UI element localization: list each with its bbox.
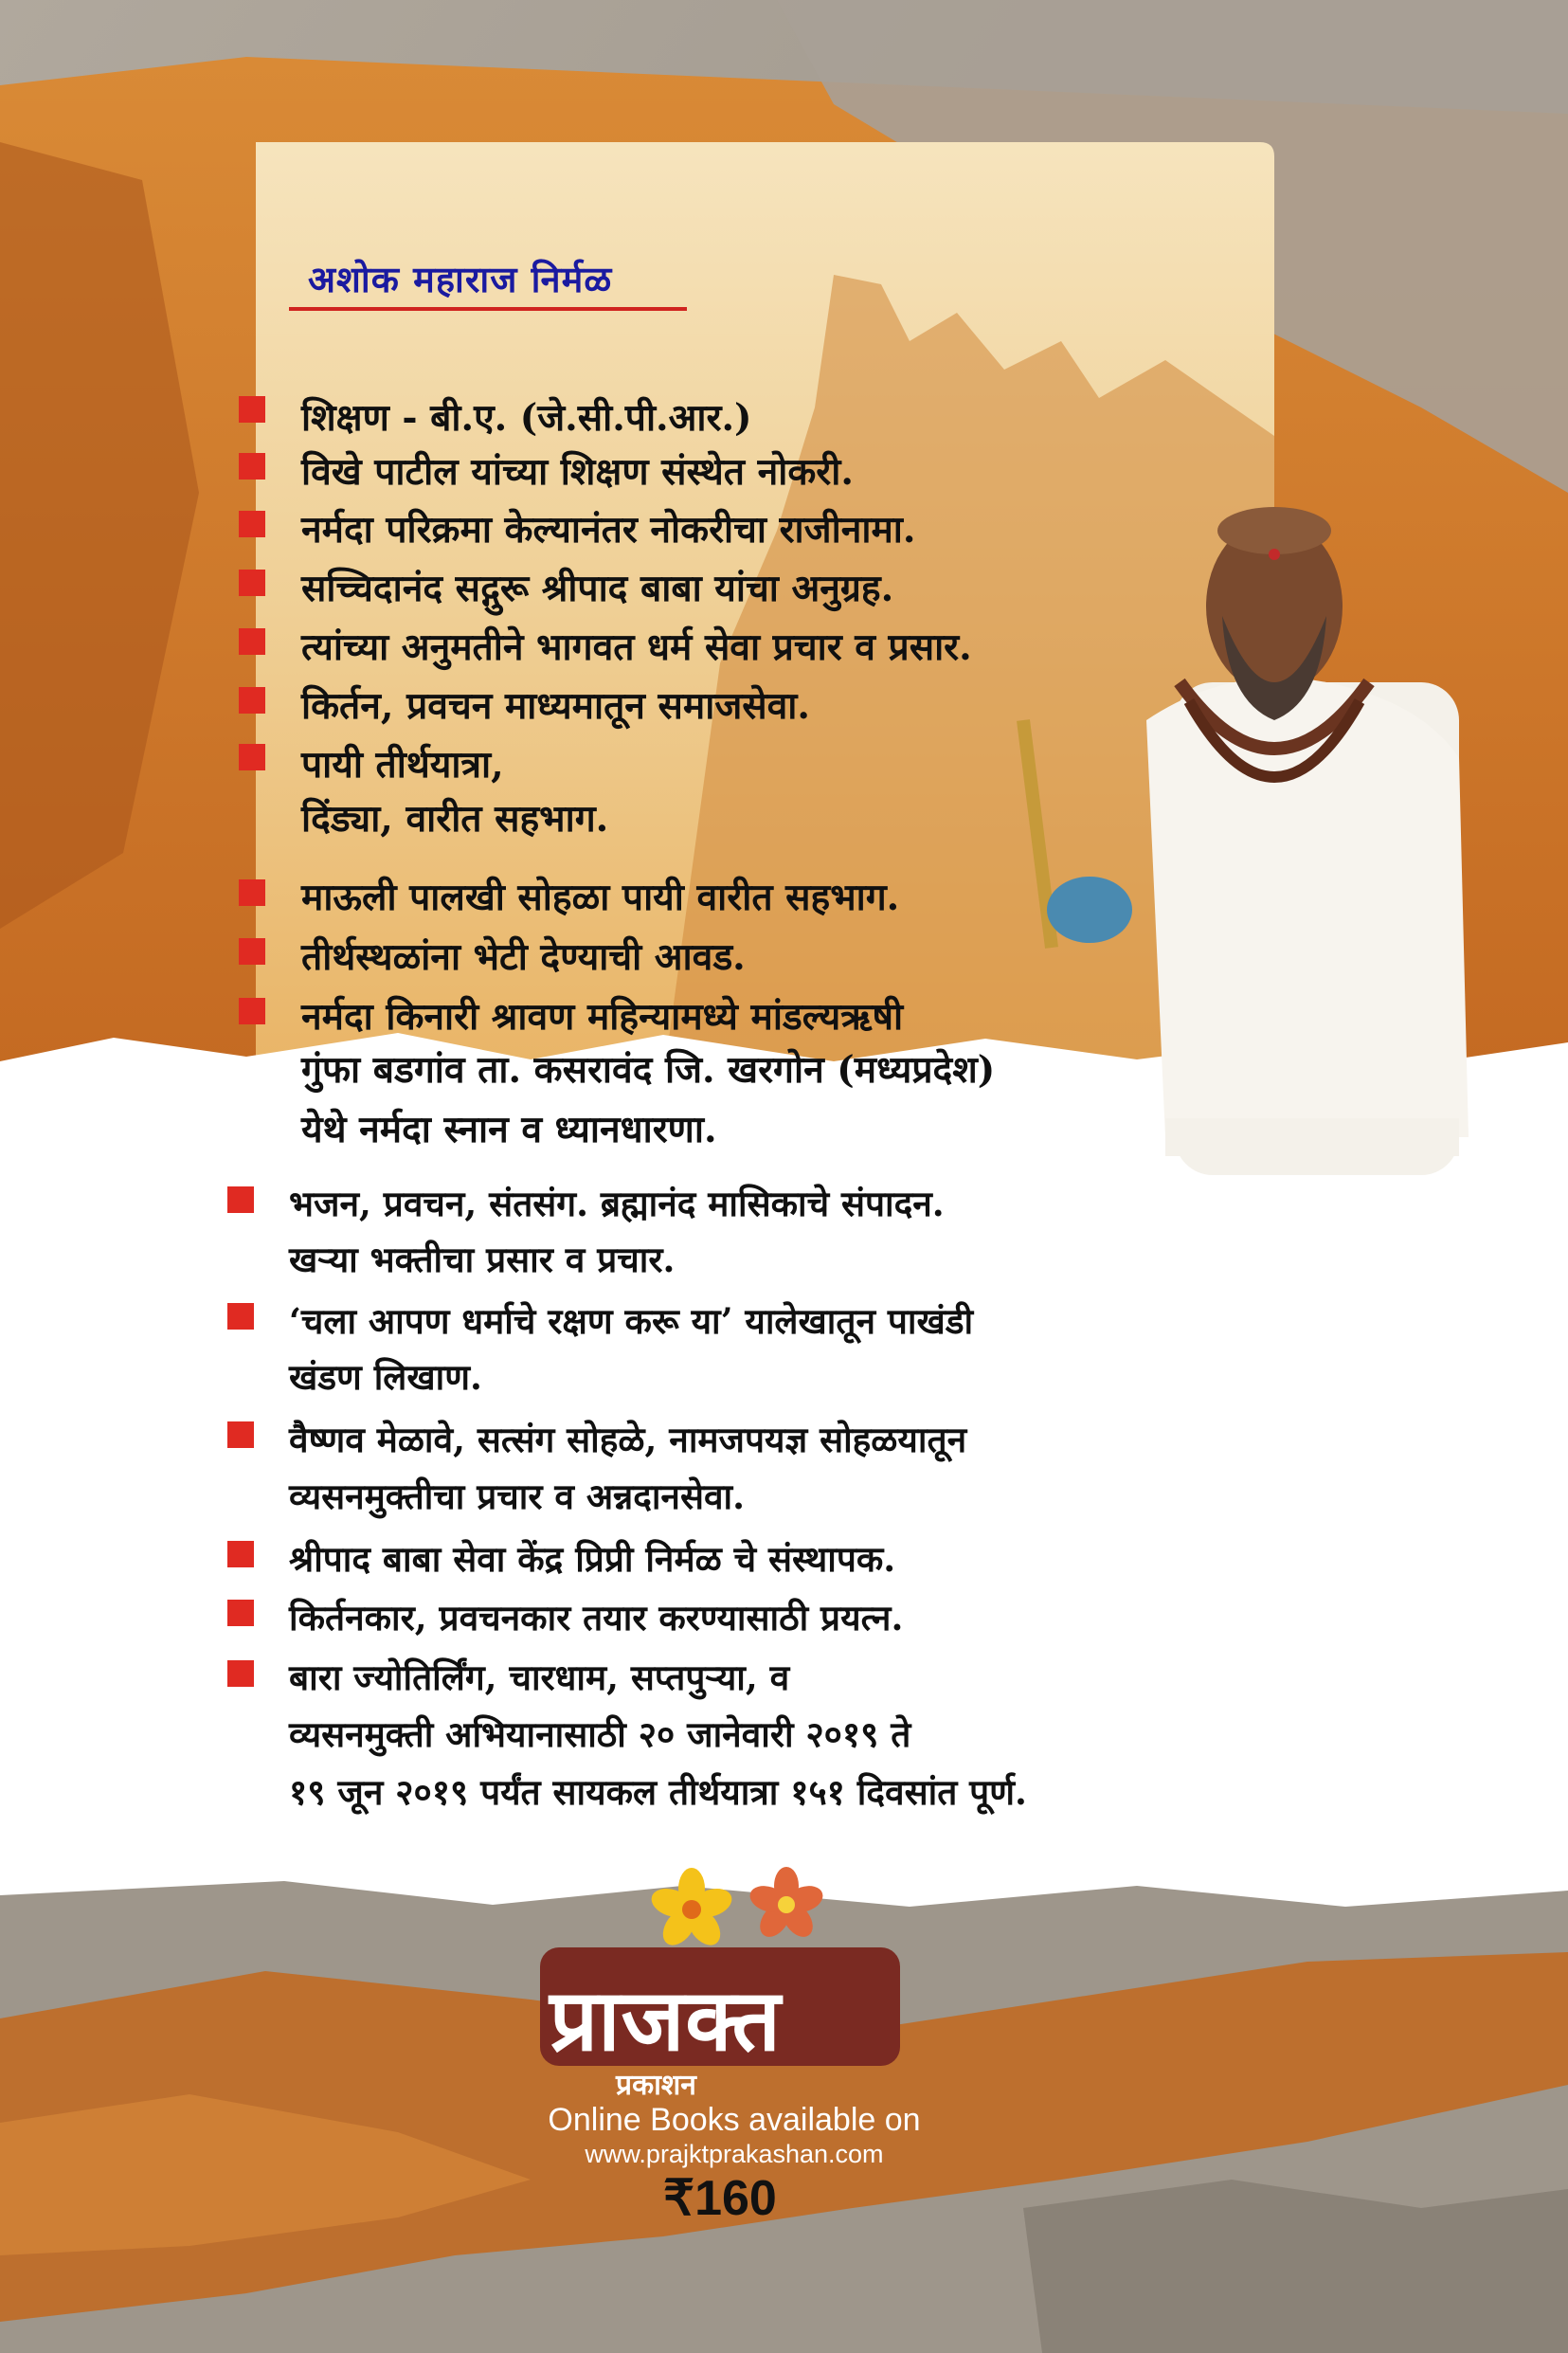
bullet-text-line: खऱ्या भक्तीचा प्रसार व प्रचार.: [289, 1239, 676, 1280]
bullet-square-icon: [239, 687, 265, 714]
bullet-square-icon: [239, 453, 265, 480]
bullet-text-line: किर्तनकार, प्रवचनकार तयार करण्यासाठी प्रयत्न.: [289, 1597, 904, 1638]
bullet-square-icon: [227, 1541, 254, 1567]
bullet-square-icon: [227, 1421, 254, 1448]
bullet-text-line: नर्मदा परिक्रमा केल्यानंतर नोकरीचा राजीनामा.: [301, 508, 916, 552]
bullet-square-icon: [239, 396, 265, 423]
bullet-square-icon: [227, 1660, 254, 1687]
bullet-text-line: व्यसनमुक्तीचा प्रचार व अन्नदानसेवा.: [289, 1475, 746, 1517]
bullet-text-line: बारा ज्योतिर्लिंग, चारधाम, सप्तपुऱ्या, व: [289, 1656, 790, 1698]
online-books-text: Online Books available on: [548, 2102, 921, 2138]
bullet-square-icon: [227, 1303, 254, 1330]
bullet-square-icon: [239, 570, 265, 596]
bullet-text-line: खंडण लिखाण.: [289, 1356, 482, 1398]
bullet-text-line: ‘चला आपण धर्माचे रक्षण करू या’ यालेखातून पाखंडी: [289, 1300, 974, 1342]
bullet-text-line: पायी तीर्थयात्रा,: [301, 743, 504, 787]
bullet-square-icon: [239, 998, 265, 1024]
publisher-subtitle: प्रकाशन: [616, 2069, 696, 2102]
bullet-text-line: व्यसनमुक्ती अभियानासाठी २० जानेवारी २०१९ ते: [289, 1713, 911, 1755]
bullet-square-icon: [239, 744, 265, 770]
bullet-text-line: सच्चिदानंद सद्गुरू श्रीपाद बाबा यांचा अनुग्रह.: [301, 567, 894, 610]
bullet-text-line: त्यांच्या अनुमतीने भागवत धर्म सेवा प्रचार व प्रसार.: [301, 625, 972, 669]
bullet-square-icon: [227, 1186, 254, 1213]
bullet-square-icon: [239, 938, 265, 965]
website-text: www.prajktprakashan.com: [585, 2140, 884, 2168]
bullet-square-icon: [239, 511, 265, 537]
bullet-text-line: किर्तन, प्रवचन माध्यमातून समाजसेवा.: [301, 684, 810, 728]
author-name: अशोक महाराज निर्मळ: [308, 258, 613, 300]
bullet-text-line: नर्मदा किनारी श्रावण महिन्यामध्ये मांडल्यऋषी: [301, 995, 904, 1039]
bullet-square-icon: [227, 1600, 254, 1626]
bullet-text-line: श्रीपाद बाबा सेवा केंद्र प्रिप्री निर्मळ चे संस्थापक.: [289, 1538, 896, 1580]
bullet-text-line: १९ जून २०१९ पर्यंत सायकल तीर्थयात्रा १५१ दिवसांत पूर्ण.: [289, 1771, 1027, 1813]
bullet-text-line: गुंफा बडगांव ता. कसरावंद जि. खरगोन (मध्यप्रदेश): [301, 1048, 996, 1092]
bullet-text-line: दिंड्या, वारीत सहभाग.: [301, 797, 609, 841]
bullet-text-line: माऊली पालखी सोहळा पायी वारीत सहभाग.: [301, 876, 900, 919]
bullet-text-line: विखे पाटील यांच्या शिक्षण संस्थेत नोकरी.: [301, 450, 854, 494]
bullet-square-icon: [239, 879, 265, 906]
bullet-text-line: भजन, प्रवचन, संतसंग. ब्रह्मानंद मासिकाचे संपादन.: [289, 1183, 945, 1224]
bullet-square-icon: [239, 628, 265, 655]
bullet-text-line: येथे नर्मदा स्नान व ध्यानधारणा.: [301, 1108, 717, 1151]
price-label: ₹160: [663, 2171, 777, 2226]
publisher-name: प्राजक्त: [550, 1970, 782, 2071]
bullet-text-line: शिक्षण - बी.ए. (जे.सी.पी.आर.): [301, 396, 752, 440]
bullet-text-line: तीर्थस्थळांना भेटी देण्याची आवड.: [301, 935, 746, 979]
bullet-text-line: वैष्णव मेळावे, सत्संग सोहळे, नामजपयज्ञ सोहळयातून: [289, 1419, 967, 1460]
